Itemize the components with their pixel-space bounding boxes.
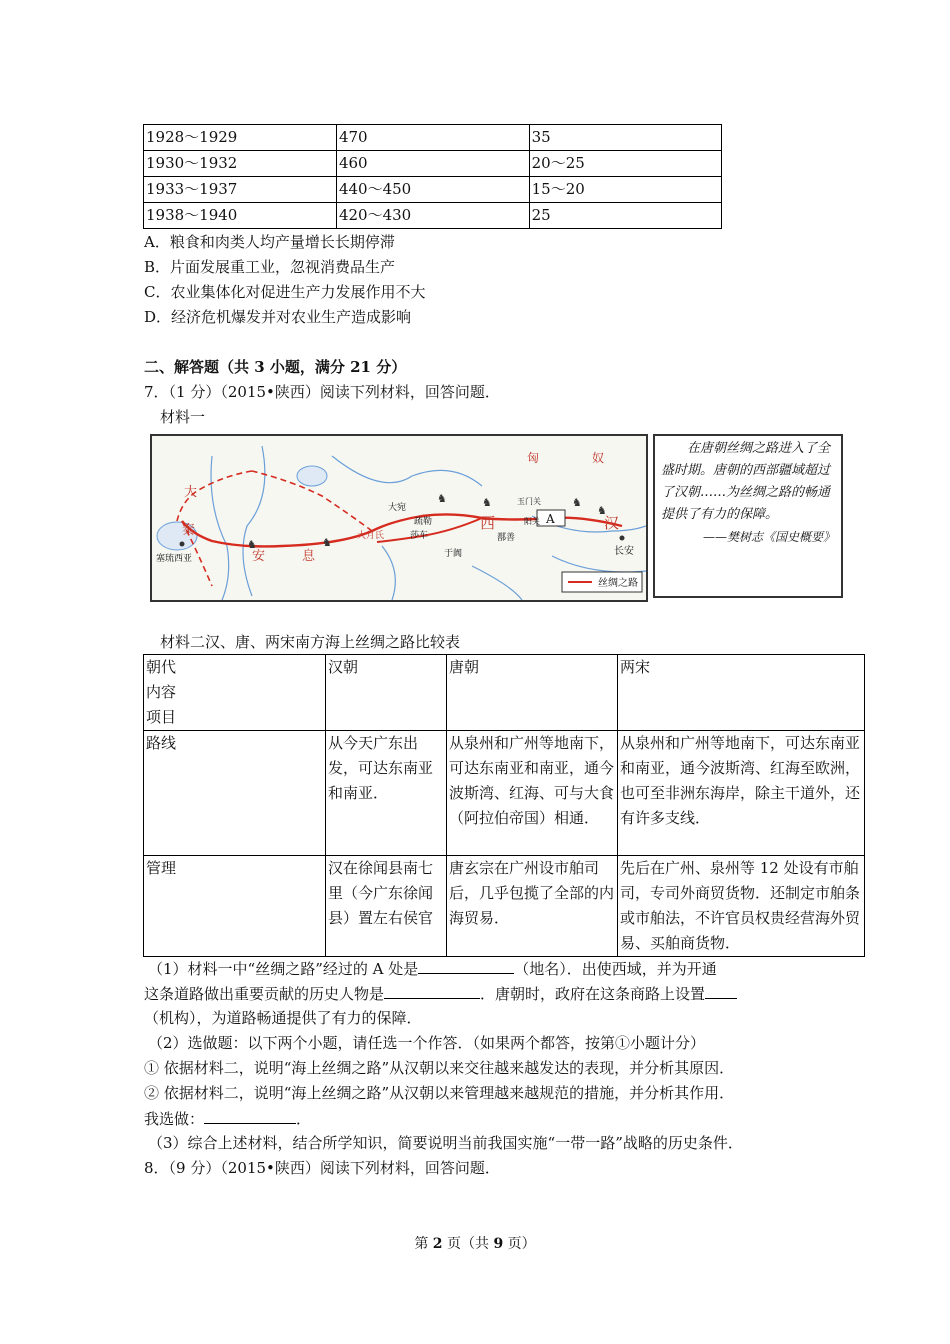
table-row xyxy=(144,125,722,151)
sub-question-1-line-2: 这条道路做出重要贡献的历史人物是 ．唐朝时，政府在这条商路上设置 xyxy=(144,983,737,1004)
table-cell: 20～25 xyxy=(529,151,721,177)
label-an: 安 xyxy=(252,549,266,564)
quote-box xyxy=(653,434,843,598)
management-song: 先后在广州、泉州等 12 处设有市舶司，专司外商贸货物．还制定市舶条或市舶法，不许官员权贵经营海外贸易、买舶商货物． xyxy=(618,856,865,957)
map-svg xyxy=(152,436,646,600)
quote-source: ——樊树志《国史概要》 xyxy=(702,530,835,544)
city-shanshan: 鄯善 xyxy=(497,533,516,543)
label-xiongnu-2: 奴 xyxy=(592,451,605,465)
camel-icon: ♞ xyxy=(597,504,607,517)
sub-question-2-choice: 我选做： ． xyxy=(144,1110,312,1128)
row-label-management: 管理 xyxy=(144,856,326,957)
legend-label: 丝绸之路 xyxy=(598,578,638,589)
table-cell: 1933～1937 xyxy=(144,177,337,203)
header-song: 两宋 xyxy=(618,655,865,731)
total-pages: 9 xyxy=(493,1236,504,1252)
table-cell: 470 xyxy=(336,125,529,151)
camel-icon: ♞ xyxy=(572,496,582,509)
page-number: 2 xyxy=(432,1236,443,1252)
table-cell: 1930～1932 xyxy=(144,151,337,177)
city-yangguan: 阳关 xyxy=(524,517,540,526)
table-cell: 1938～1940 xyxy=(144,203,337,229)
management-han: 汉在徐闻县南七里（今广东徐闻县）置左右侯官 xyxy=(326,856,447,957)
comparison-table xyxy=(143,654,865,957)
sub-question-2-option-1: ① 依据材料二，说明“海上丝绸之路”从汉朝以来交往越来越发达的表现，并分析其原因． xyxy=(144,1059,735,1077)
route-song: 从泉州和广州等地南下，可达东南亚和南亚，通今波斯湾、红海至欧洲，也可至非洲东海岸，除主干道外，还有许多支线． xyxy=(618,731,865,856)
city-dayuan: 大宛 xyxy=(388,503,407,513)
option-b: B．片面发展重工业，忽视消费品生产 xyxy=(144,258,396,276)
sub-question-1-line-3: （机构），为道路畅通提供了有力的保障． xyxy=(144,1009,422,1027)
city-shache: 莎车 xyxy=(410,531,429,541)
header-tang: 唐朝 xyxy=(447,655,618,731)
table-row xyxy=(144,203,722,229)
management-tang: 唐玄宗在广州设市舶司后，几乎包揽了全部的内海贸易． xyxy=(447,856,618,957)
question-7-heading: 7．（1 分）（2015•陕西）阅读下列材料，回答问题． xyxy=(144,383,500,401)
table-cell: 440～450 xyxy=(336,177,529,203)
table-row xyxy=(144,177,722,203)
table-cell: 25 xyxy=(529,203,721,229)
answer-blank[interactable] xyxy=(418,958,514,974)
city-changan: 长安 xyxy=(614,546,634,557)
material-1-label: 材料一 xyxy=(160,408,206,426)
data-table xyxy=(143,124,722,229)
city-dot xyxy=(620,536,625,541)
route-han: 从今天广东出发，可达东南亚和南亚． xyxy=(326,731,447,856)
sub-question-2: （2）选做题：以下两个小题，请任选一个作答．（如果两个都答，按第①小题计分） xyxy=(148,1034,706,1052)
row-label-route: 路线 xyxy=(144,731,326,856)
label-da: 大 xyxy=(184,485,198,500)
route-tang: 从泉州和广州等地南下，可达东南亚和南亚，通今波斯湾、红海、可与大食（阿拉伯帝国）相通． xyxy=(447,731,618,856)
city-yutian: 于阗 xyxy=(444,549,463,559)
label-han: 汉 xyxy=(604,514,620,532)
city-dot xyxy=(180,542,185,547)
header-label-cell: 朝代 内容 项目 xyxy=(144,655,326,731)
camel-icon: ♞ xyxy=(437,492,447,505)
silk-road-map xyxy=(150,434,648,602)
table-row xyxy=(144,151,722,177)
answer-blank[interactable] xyxy=(705,983,737,999)
city-dayuezhi: 大月氏 xyxy=(357,531,385,541)
page-footer: 第 2 页（共 9 页） xyxy=(414,1236,536,1252)
camel-icon: ♞ xyxy=(322,536,332,549)
camel-icon: ♞ xyxy=(482,496,492,509)
question-8-heading: 8．（9 分）（2015•陕西）阅读下列材料，回答问题． xyxy=(144,1159,500,1177)
label-xi-region: 西 xyxy=(480,514,496,532)
option-a: A．粮食和肉类人均产量增长长期停滞 xyxy=(144,233,395,251)
label-a: A xyxy=(546,512,555,526)
table-cell: 460 xyxy=(336,151,529,177)
quote-text: 在唐朝丝绸之路进入了全盛时期。唐朝的西部疆域超过了汉朝……为丝绸之路的畅通提供了有力的保障。 xyxy=(661,441,831,522)
option-d: D．经济危机爆发并对农业生产造成影响 xyxy=(144,308,412,326)
city-yumenguan: 玉门关 xyxy=(517,497,541,506)
section-title: 二、解答题（共 3 小题，满分 21 分） xyxy=(144,358,407,376)
city-kashgar: 疏勒 xyxy=(414,517,433,527)
material-2-title: 材料二汉、唐、两宋南方海上丝绸之路比较表 xyxy=(160,633,461,651)
table-cell: 420～430 xyxy=(336,203,529,229)
camel-icon: ♞ xyxy=(247,538,257,551)
table-cell: 35 xyxy=(529,125,721,151)
lake-1 xyxy=(297,466,327,486)
header-han: 汉朝 xyxy=(326,655,447,731)
sub-question-2-option-2: ② 依据材料二，说明“海上丝绸之路”从汉朝以来管理越来越规范的措施，并分析其作用． xyxy=(144,1084,735,1102)
answer-blank[interactable] xyxy=(384,983,480,999)
table-cell: 15～20 xyxy=(529,177,721,203)
sub-question-1-line-1: （1）材料一中“丝绸之路”经过的 A 处是 （地名）．出使西域，并为开通 xyxy=(148,960,717,978)
sub-question-3: （3）综合上述材料，结合所学知识，简要说明当前我国实施“一带一路”战略的历史条件． xyxy=(148,1134,743,1152)
label-xi: 息 xyxy=(302,549,316,564)
label-qin: 秦 xyxy=(182,523,196,538)
label-xiongnu-1: 匈 xyxy=(527,451,540,465)
city-seleucia: 塞琉西亚 xyxy=(156,554,193,564)
answer-blank[interactable] xyxy=(204,1108,296,1124)
option-c: C．农业集体化对促进生产力发展作用不大 xyxy=(144,283,426,301)
table-cell: 1928～1929 xyxy=(144,125,337,151)
